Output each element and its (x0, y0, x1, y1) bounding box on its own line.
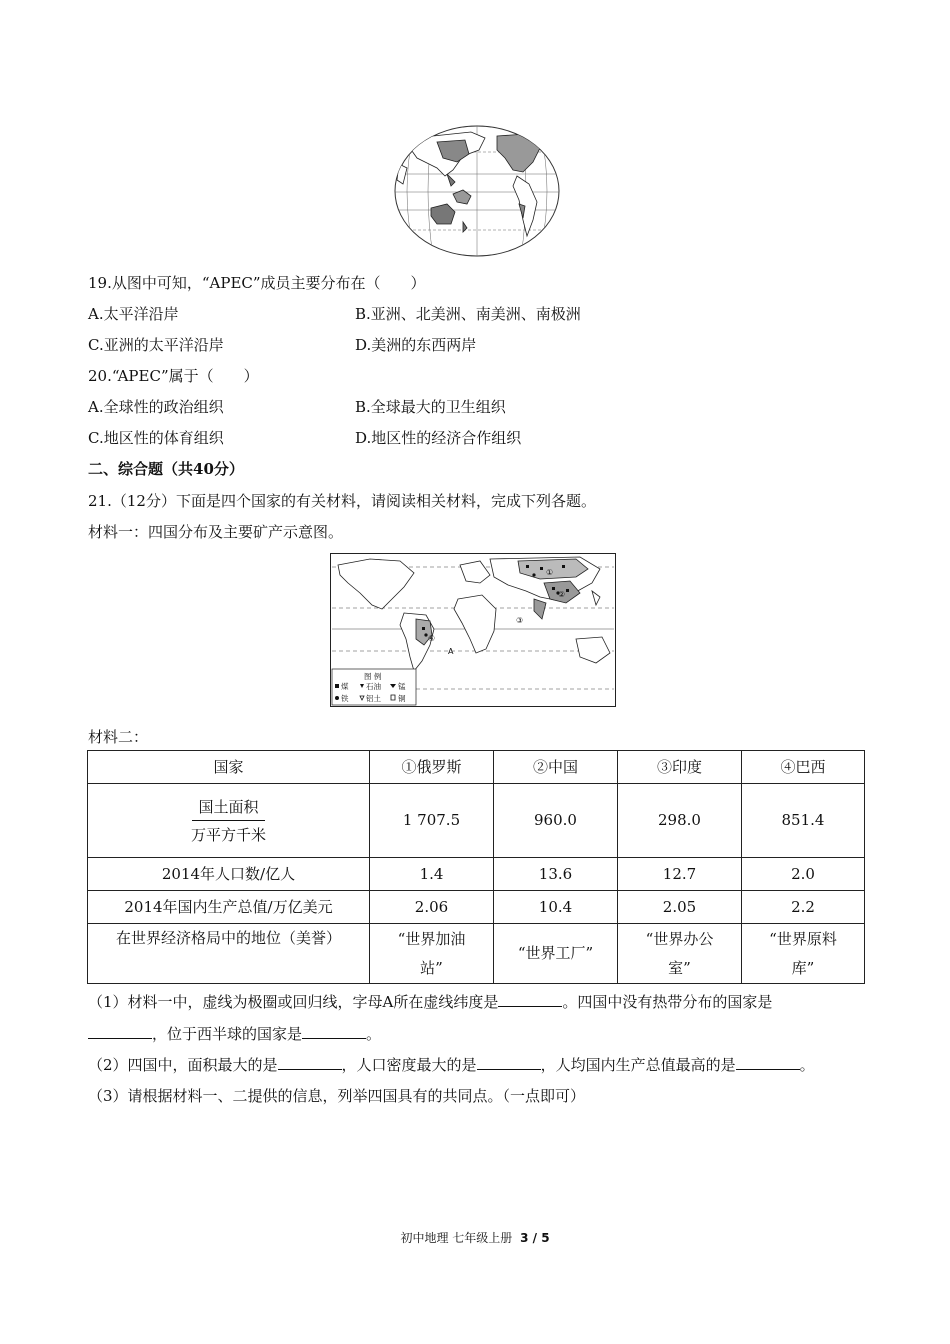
legend-copper: 铜 (398, 694, 406, 703)
q19-stem: 19.从图中可知，“APEC”成员主要分布在（ ） (88, 274, 426, 292)
header-cell: ③印度 (618, 751, 742, 784)
row-label: 在世界经济格局中的地位（美誉） (88, 924, 370, 984)
footer-text: 初中地理 七年级上册 (400, 1231, 513, 1245)
table-cell: “世界办公室” (618, 924, 742, 984)
sub-question-1-line-2 (88, 1023, 381, 1044)
sub2-text-d: 。 (799, 1056, 815, 1074)
q19-option-b[interactable]: B.亚洲、北美洲、南美洲、南极洲 (355, 305, 581, 323)
table-row-status (88, 924, 865, 984)
table-row-area (88, 784, 865, 858)
material-1-caption: 材料一：四国分布及主要矿产示意图。 (88, 523, 344, 541)
row-label: 2014年人口数/亿人 (88, 858, 370, 891)
section-heading: 二、综合题（共40分） (88, 460, 244, 478)
sub1-text-a: （1）材料一中，虚线为极圈或回归线，字母A所在虚线纬度是 (88, 993, 499, 1011)
material-2-caption: 材料二： (88, 728, 149, 746)
answer-blank[interactable] (477, 1055, 541, 1070)
answer-blank[interactable] (302, 1024, 366, 1039)
area-label-cell (88, 784, 370, 858)
answer-blank[interactable] (88, 1024, 152, 1039)
map-label-4: ④ (428, 634, 436, 643)
table-cell: 10.4 (494, 891, 618, 924)
sub-question-3: （3）请根据材料一、二提供的信息，列举四国具有的共同点。（一点即可） (88, 1087, 586, 1105)
table-cell: 2.06 (370, 891, 494, 924)
sub2-text-b: ，人口密度最大的是 (341, 1056, 477, 1074)
page-footer (0, 1229, 950, 1246)
legend-manganese: 锰 (398, 682, 406, 691)
map-label-3: ③ (516, 616, 524, 625)
table-cell: 960.0 (494, 784, 618, 858)
area-label-bottom: 万平方千米 (190, 826, 266, 844)
answer-blank[interactable] (498, 992, 562, 1007)
sub1-text-d: 。 (366, 1025, 382, 1043)
q20-option-c[interactable]: C.地区性的体育组织 (88, 429, 224, 447)
q20-stem: 20.“APEC”属于（ ） (88, 367, 259, 385)
sub1-text-c: ，位于西半球的国家是 (152, 1025, 303, 1043)
map-label-A: A (448, 647, 454, 656)
table-row-population (88, 858, 865, 891)
legend-coal: 煤 (341, 682, 349, 691)
header-cell: 国家 (88, 751, 370, 784)
legend-oil: 石油 (366, 682, 381, 691)
sub2-text-a: （2）四国中，面积最大的是 (88, 1056, 278, 1074)
q21-stem: 21.（12分）下面是四个国家的有关材料，请阅读相关材料，完成下列各题。 (88, 492, 596, 510)
sub-question-2 (88, 1054, 815, 1075)
table-cell: 2.05 (618, 891, 742, 924)
mineral-world-map (330, 553, 616, 707)
q20-option-d[interactable]: D.地区性的经济合作组织 (355, 429, 522, 447)
table-cell: 13.6 (494, 858, 618, 891)
table-cell: 851.4 (742, 784, 865, 858)
answer-blank[interactable] (278, 1055, 342, 1070)
q20-option-b[interactable]: B.全球最大的卫生组织 (355, 398, 506, 416)
map-label-1: ① (546, 568, 554, 577)
q20-option-a[interactable]: A.全球性的政治组织 (88, 398, 224, 416)
area-label-top: 国土面积 (192, 794, 264, 821)
header-cell: ④巴西 (742, 751, 865, 784)
table-cell: “世界工厂” (494, 924, 618, 984)
table-cell: 1.4 (370, 858, 494, 891)
sub1-text-b: 。四国中没有热带分布的国家是 (562, 993, 773, 1011)
q19-option-c[interactable]: C.亚洲的太平洋沿岸 (88, 336, 224, 354)
country-data-table (87, 750, 865, 984)
table-cell: 2.2 (742, 891, 865, 924)
row-label: 2014年国内生产总值/万亿美元 (88, 891, 370, 924)
page-number: 3 / 5 (520, 1231, 550, 1245)
table-cell: “世界原料库” (742, 924, 865, 984)
legend-iron: 铁 (341, 694, 349, 703)
header-cell: ②中国 (494, 751, 618, 784)
table-cell: 2.0 (742, 858, 865, 891)
q19-option-a[interactable]: A.太平洋沿岸 (88, 305, 179, 323)
map-label-2: ② (558, 590, 566, 599)
table-cell: “世界加油站” (370, 924, 494, 984)
header-cell: ①俄罗斯 (370, 751, 494, 784)
table-cell: 298.0 (618, 784, 742, 858)
sub2-text-c: ，人均国内生产总值最高的是 (540, 1056, 736, 1074)
table-row-gdp (88, 891, 865, 924)
table-cell: 1 707.5 (370, 784, 494, 858)
sub-question-1-line-1 (88, 991, 772, 1012)
apec-world-map (393, 124, 561, 258)
legend-bauxite: 铝土 (366, 694, 381, 703)
legend-title: 图 例 (364, 672, 382, 681)
table-header-row (88, 751, 865, 784)
answer-blank[interactable] (736, 1055, 800, 1070)
q19-option-d[interactable]: D.美洲的东西两岸 (355, 336, 477, 354)
table-cell: 12.7 (618, 858, 742, 891)
